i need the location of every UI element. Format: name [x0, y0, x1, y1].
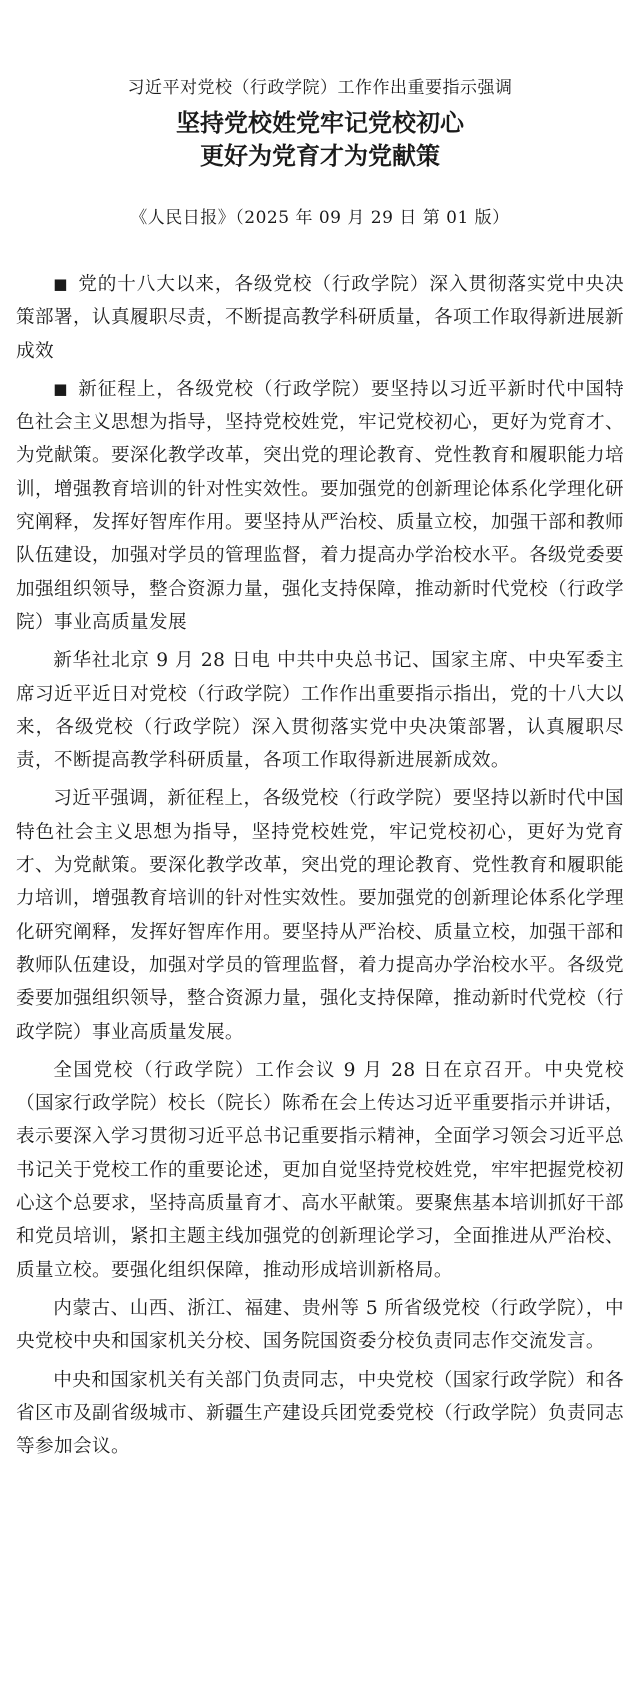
- headline: [16, 106, 624, 172]
- article-body: [16, 268, 624, 1463]
- body-paragraph-2: 习近平强调，新征程上，各级党校（行政学院）要坚持以新时代中国特色社会主义思想为指导，坚持党校姓党，牢记党校初心，更好为党育才、为党献策。要深化教学改革，突出党的理论教育、党性教育和履职能力培训，增强教育培训的针对性实效性。要加强党的创新理论体系化学理化研究阐释，发挥好智库作用。要坚持从严治校、质量立校，加强干部和教师队伍建设，加强对学员的管理监督，着力提高办学治校水平。各级党委要加强组织领导，整合资源力量，强化支持保障，推动新时代党校（行政学院）事业高质量发展。: [16, 788, 624, 1043]
- body-paragraph-3: 全国党校（行政学院）工作会议 9 月 28 日在京召开。中央党校（国家行政学院）校长（院长）陈希在会上传达习近平重要指示并讲话，表示要深入学习贯彻习近平总书记重要指示精神，全面学习领会习近平总书记关于党校工作的重要论述，更加自觉坚持党校姓党，牢牢把握党校初心这个总要求，坚持高质量育才、高水平献策。要聚焦基本培训抓好干部和党员培训，紧扣主题主线加强党的创新理论学习，全面推进从严治校、质量立校。要强化组织保障，推动形成培训新格局。: [16, 1059, 624, 1281]
- headline-line-2: 更好为党育才为党献策: [200, 141, 440, 170]
- summary-paragraph-1: [16, 268, 624, 368]
- kicker-line: 习近平对党校（行政学院）工作作出重要指示强调: [127, 78, 513, 98]
- summary-text: 新征程上，各级党校（行政学院）要坚持以习近平新时代中国特色社会主义思想为指导，坚持党校姓党，牢记党校初心，更好为党育才、为党献策。要深化教学改革，突出党的理论教育、党性教育和履职能力培训，增强教育培训的针对性实效性。要加强党的创新理论体系化学理化研究阐释，发挥好智库作用。要坚持从严治校、质量立校，加强干部和教师队伍建设，加强对学员的管理监督，着力提高办学治校水平。各级党委要加强组织领导，整合资源力量，强化支持保障，推动新时代党校（行政学院）事业高质量发展: [16, 378, 624, 633]
- square-bullet-icon: ■: [53, 379, 68, 398]
- square-bullet-icon: ■: [53, 275, 68, 293]
- source-line: 《人民日报》（2025 年 09 月 29 日 第 01 版）: [130, 208, 510, 228]
- body-paragraph-5: 中央和国家机关有关部门负责同志，中央党校（国家行政学院）和各省区市及副省级城市、新疆生产建设兵团党委党校（行政学院）负责同志等参加会议。: [16, 1369, 624, 1458]
- summary-paragraph-2: [16, 373, 624, 639]
- headline-line-1: 坚持党校姓党牢记党校初心: [176, 108, 464, 137]
- summary-text: 党的十八大以来，各级党校（行政学院）深入贯彻落实党中央决策部署，认真履职尽责，不断提高教学科研质量，各项工作取得新进展新成效: [16, 274, 624, 362]
- body-paragraph-4: 内蒙古、山西、浙江、福建、贵州等 5 所省级党校（行政学院），中央党校中央和国家机关分校、国务院国资委分校负责同志作交流发言。: [16, 1297, 624, 1353]
- body-paragraph-1: 新华社北京 9 月 28 日电 中共中央总书记、国家主席、中央军委主席习近平近日对党校（行政学院）工作作出重要指示指出，党的十八大以来，各级党校（行政学院）深入贯彻落实党中央决策部署，认真履职尽责，不断提高教学科研质量，各项工作取得新进展新成效。: [16, 650, 624, 772]
